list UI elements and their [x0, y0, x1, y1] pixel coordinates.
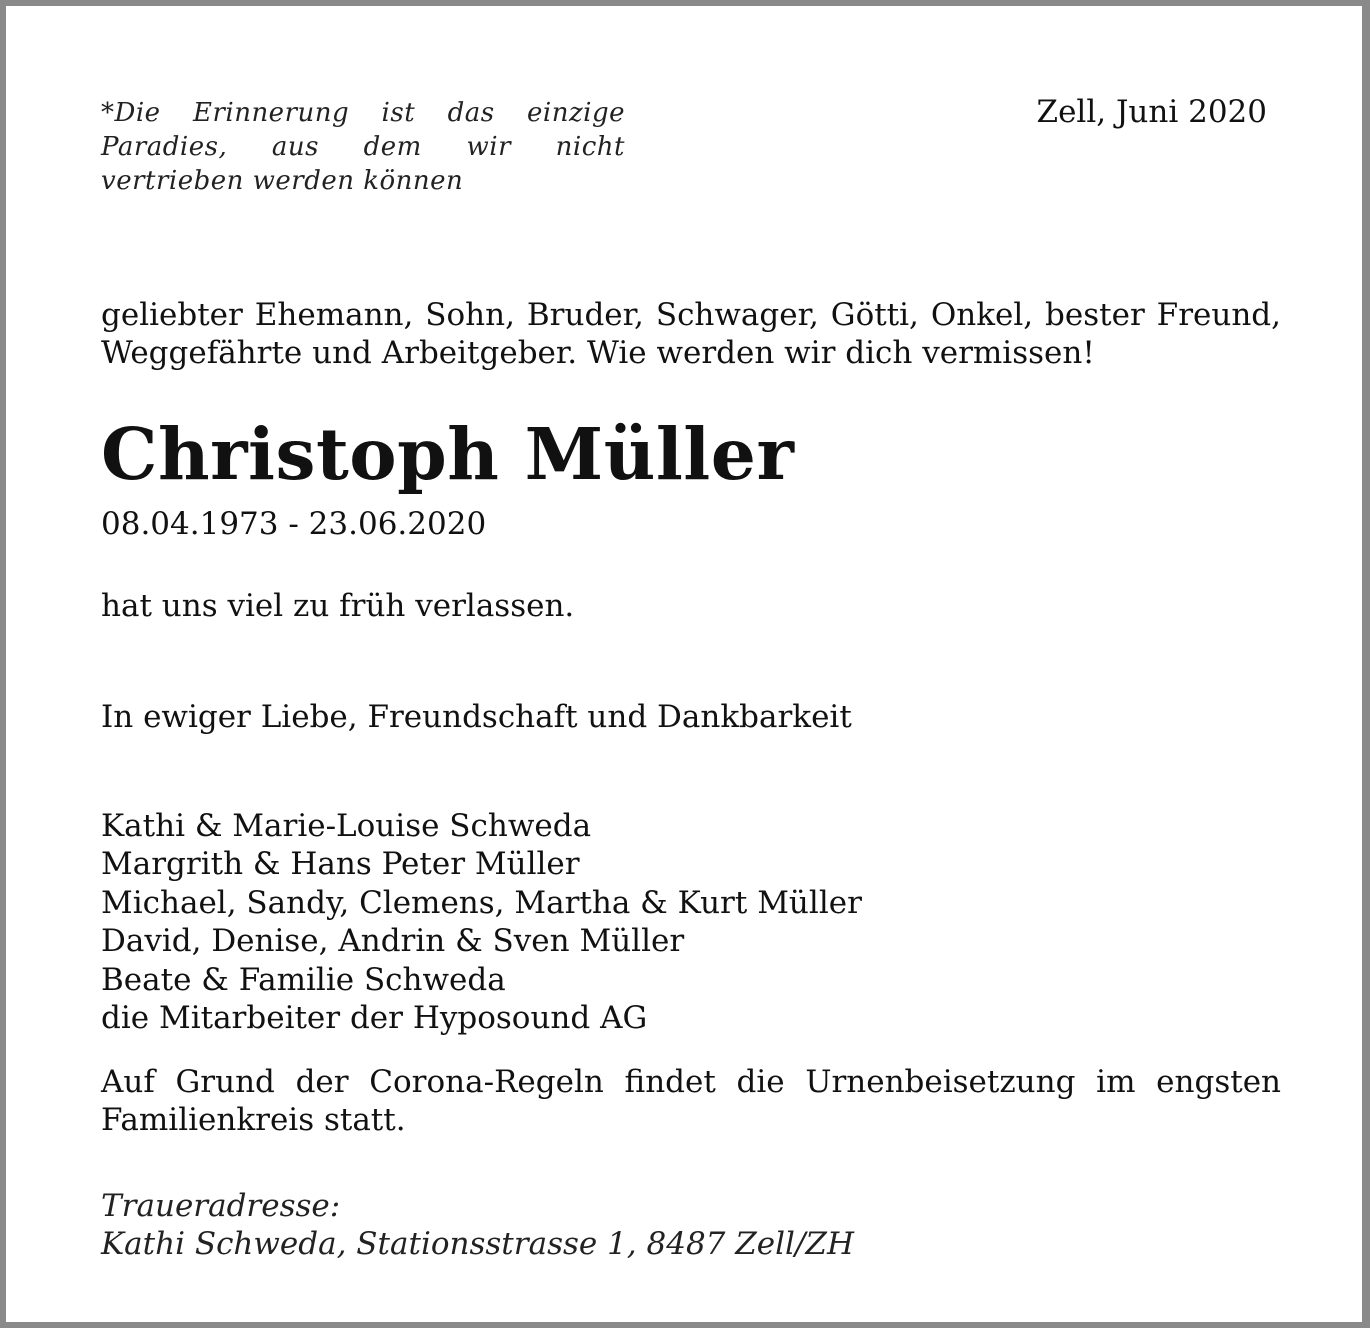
mourner-item: Michael, Sandy, Clemens, Martha & Kurt Müller — [101, 884, 862, 921]
mourner-item: die Mitarbeiter der Hyposound AG — [101, 1000, 648, 1037]
mourner-item: Kathi & Marie-Louise Schweda — [101, 808, 592, 844]
mourner-item: David, Denise, Andrin & Sven Müller — [101, 923, 685, 960]
address-label: Traueradresse: — [101, 1188, 341, 1224]
dedication-text: In ewiger Liebe, Freundschaft und Dankbarkeit — [101, 699, 852, 735]
intro-text: geliebter Ehemann, Sohn, Bruder, Schwager, Götti, Onkel, bester Freund, Weggefährte und Arbeitgeber. Wie werden wir dich vermissen! — [101, 297, 1281, 371]
funeral-notice: Auf Grund der Corona-Regeln findet die Urnenbeisetzung im engsten Familienkreis statt. — [101, 1064, 1281, 1138]
mourners-list — [101, 807, 862, 1037]
deceased-name: Christoph Müller — [101, 412, 795, 496]
place-date: Zell, Juni 2020 — [1036, 94, 1267, 130]
memorial-quote: *Die Erinnerung ist das einzige Paradies, aus dem wir nicht vertrieben werden können — [101, 98, 625, 196]
life-dates: 08.04.1973 - 23.06.2020 — [101, 506, 487, 542]
statement-text: hat uns viel zu früh verlassen. — [101, 588, 575, 624]
address-line: Kathi Schweda, Stationsstrasse 1, 8487 Zell/ZH — [101, 1226, 854, 1262]
mourner-item: Margrith & Hans Peter Müller — [101, 846, 580, 883]
mourner-item: Beate & Familie Schweda — [101, 961, 506, 998]
mourning-address — [101, 1187, 854, 1263]
